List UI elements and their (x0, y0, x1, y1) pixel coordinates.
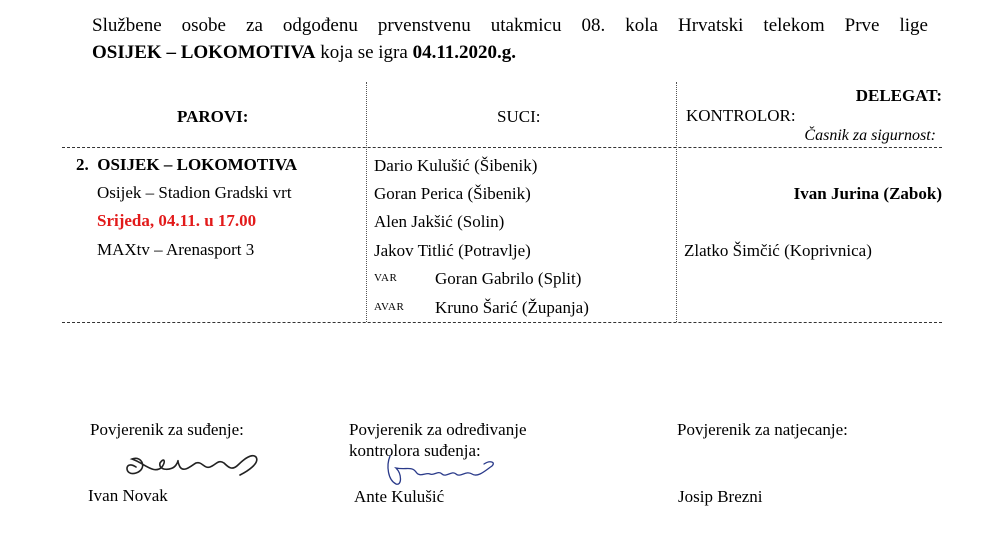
signature-name-2: Ante Kulušić (354, 487, 445, 506)
referee-1: Dario Kulušić (Šibenik) (374, 156, 538, 175)
match-tv: MAXtv – Arenasport 3 (97, 240, 255, 259)
kontrolor-name: Zlatko Šimčić (Koprivnica) (684, 241, 872, 260)
signature-name-3: Josip Brezni (678, 487, 763, 506)
intro-mid: koja se igra (315, 42, 413, 63)
var-referee: Goran Gabrilo (Split) (435, 269, 582, 288)
header-kontrolor: KONTROLOR: (686, 106, 796, 125)
match-number: 2. (76, 155, 89, 174)
referee-4: Jakov Titlić (Potravlje) (374, 241, 531, 260)
signature-title-1: Povjerenik za suđenje: (90, 420, 244, 439)
header-delegat: DELEGAT: (855, 86, 942, 105)
avar-referee: Kruno Šarić (Županja) (435, 298, 589, 317)
table-bottom-border (62, 322, 942, 323)
delegat-name: Ivan Jurina (Zabok) (793, 184, 942, 203)
intro-date: 04.11.2020.g. (412, 42, 517, 63)
intro-paragraph (92, 12, 928, 66)
var-label: VAR (374, 272, 398, 284)
signature-title-2: Povjerenik za određivanje (349, 420, 527, 439)
avar-label: AVAR (374, 301, 405, 313)
signature-title-3: Povjerenik za natjecanje: (677, 420, 848, 439)
signature-name-1: Ivan Novak (88, 486, 168, 505)
referee-2: Goran Perica (Šibenik) (374, 184, 531, 203)
match-title (76, 155, 297, 175)
header-casnik: Časnik za sigurnost: (804, 127, 936, 144)
column-divider-1 (366, 82, 367, 322)
intro-match: OSIJEK – LOKOMOTIVA (92, 42, 316, 63)
table-header-divider (62, 147, 942, 148)
signature-ivan-novak (118, 445, 278, 481)
match-venue: Osijek – Stadion Gradski vrt (97, 183, 292, 202)
referee-3: Alen Jakšić (Solin) (374, 212, 505, 231)
column-divider-2 (676, 82, 677, 322)
match-name: OSIJEK – LOKOMOTIVA (97, 155, 298, 174)
header-suci: SUCI: (497, 107, 541, 126)
signature-ante-kulusic (372, 452, 502, 492)
intro-line-1: Službene osobe za odgođenu prvenstvenu utakmicu 08. kola Hrvatski telekom Prve lige (92, 15, 928, 36)
signature-title-2b: kontrolora suđenja: (349, 441, 481, 460)
header-parovi: PAROVI: (177, 107, 249, 126)
match-datetime: Srijeda, 04.11. u 17.00 (97, 211, 257, 230)
